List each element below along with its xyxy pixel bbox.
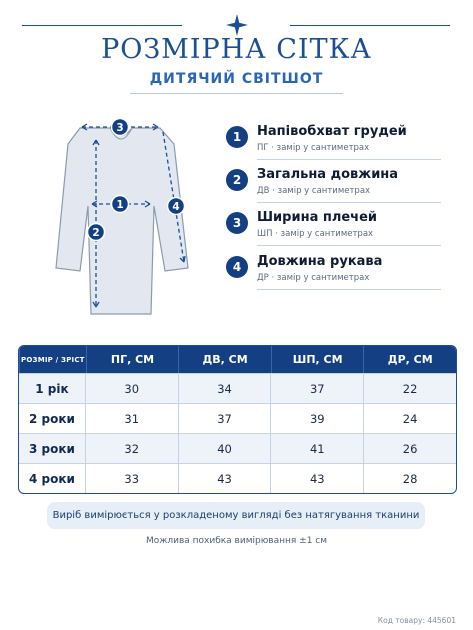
table-header-cell: ШП, СМ [271,346,364,373]
size-cell: 4 роки [19,463,85,493]
value-cell: 39 [270,403,363,433]
table-header-row [19,346,456,373]
sweatshirt-outline [56,128,188,314]
svg-text:2: 2 [92,227,100,239]
legend-item-shoulders [226,212,441,256]
value-cell: 41 [270,433,363,463]
header-divider-left [22,25,182,26]
legend-item-sleeve [226,256,441,300]
tolerance-text: Можлива похибка вимірювання ±1 см [145,536,328,546]
legend-subtitle: ДР · замір у сантиметрах [257,273,370,283]
svg-text:1: 1 [116,199,124,211]
size-cell: 2 роки [19,403,85,433]
product-code: Код товару: 445601 [377,616,456,625]
legend-number-badge: 4 [226,256,248,278]
legend-subtitle: ШП · замір у сантиметрах [257,229,374,239]
table-row [19,403,456,433]
marker-3 [112,119,129,136]
legend-item-chest [226,126,441,170]
legend-title: Ширина плечей [257,210,378,225]
legend-item-length [226,169,441,213]
legend-divider [257,245,441,246]
legend-subtitle: ДВ · замір у сантиметрах [257,186,371,196]
legend-number-badge: 2 [226,169,248,191]
value-cell: 33 [85,463,178,493]
legend-title: Довжина рукава [257,254,383,269]
table-header-cell: ДВ, СМ [178,346,271,373]
table-row [19,373,456,403]
legend-divider [257,159,441,160]
value-cell: 34 [178,373,271,403]
value-cell: 32 [85,433,178,463]
value-cell: 28 [363,463,456,493]
marker-2 [88,224,105,241]
subtitle-divider [130,93,343,94]
star-ornament-icon [226,14,248,36]
table-header-cell: РОЗМІР / ЗРІСТ [19,346,86,373]
value-cell: 30 [85,373,178,403]
legend-divider [257,289,441,290]
table-row [19,433,456,463]
legend-subtitle: ПГ · замір у сантиметрах [257,143,370,153]
table-row [19,463,456,493]
table-header-cell: ДР, СМ [363,346,456,373]
value-cell: 31 [85,403,178,433]
value-cell: 40 [178,433,271,463]
svg-text:4: 4 [172,201,180,213]
page-subtitle: ДИТЯЧИЙ СВІТШОТ [149,71,324,87]
legend-divider [257,202,441,203]
sweatshirt-diagram [48,112,198,322]
legend-title: Загальна довжина [257,167,399,182]
value-cell: 37 [178,403,271,433]
legend-title: Напівобхват грудей [257,124,407,139]
value-cell: 22 [363,373,456,403]
value-cell: 37 [270,373,363,403]
measurement-note: Виріб вимірюється у розкладеному вигляді без натягування тканини [47,502,425,529]
page-title: РОЗМІРНА СІТКА [101,34,372,65]
marker-4 [168,198,185,215]
svg-text:3: 3 [116,122,124,134]
legend-number-badge: 3 [226,212,248,234]
value-cell: 26 [363,433,456,463]
value-cell: 43 [178,463,271,493]
table-header-cell: ПГ, СМ [86,346,179,373]
marker-1 [112,196,129,213]
value-cell: 43 [270,463,363,493]
header-divider-right [290,25,450,26]
size-table [18,345,457,494]
size-cell: 1 рік [19,373,85,403]
value-cell: 24 [363,403,456,433]
legend-number-badge: 1 [226,126,248,148]
size-cell: 3 роки [19,433,85,463]
